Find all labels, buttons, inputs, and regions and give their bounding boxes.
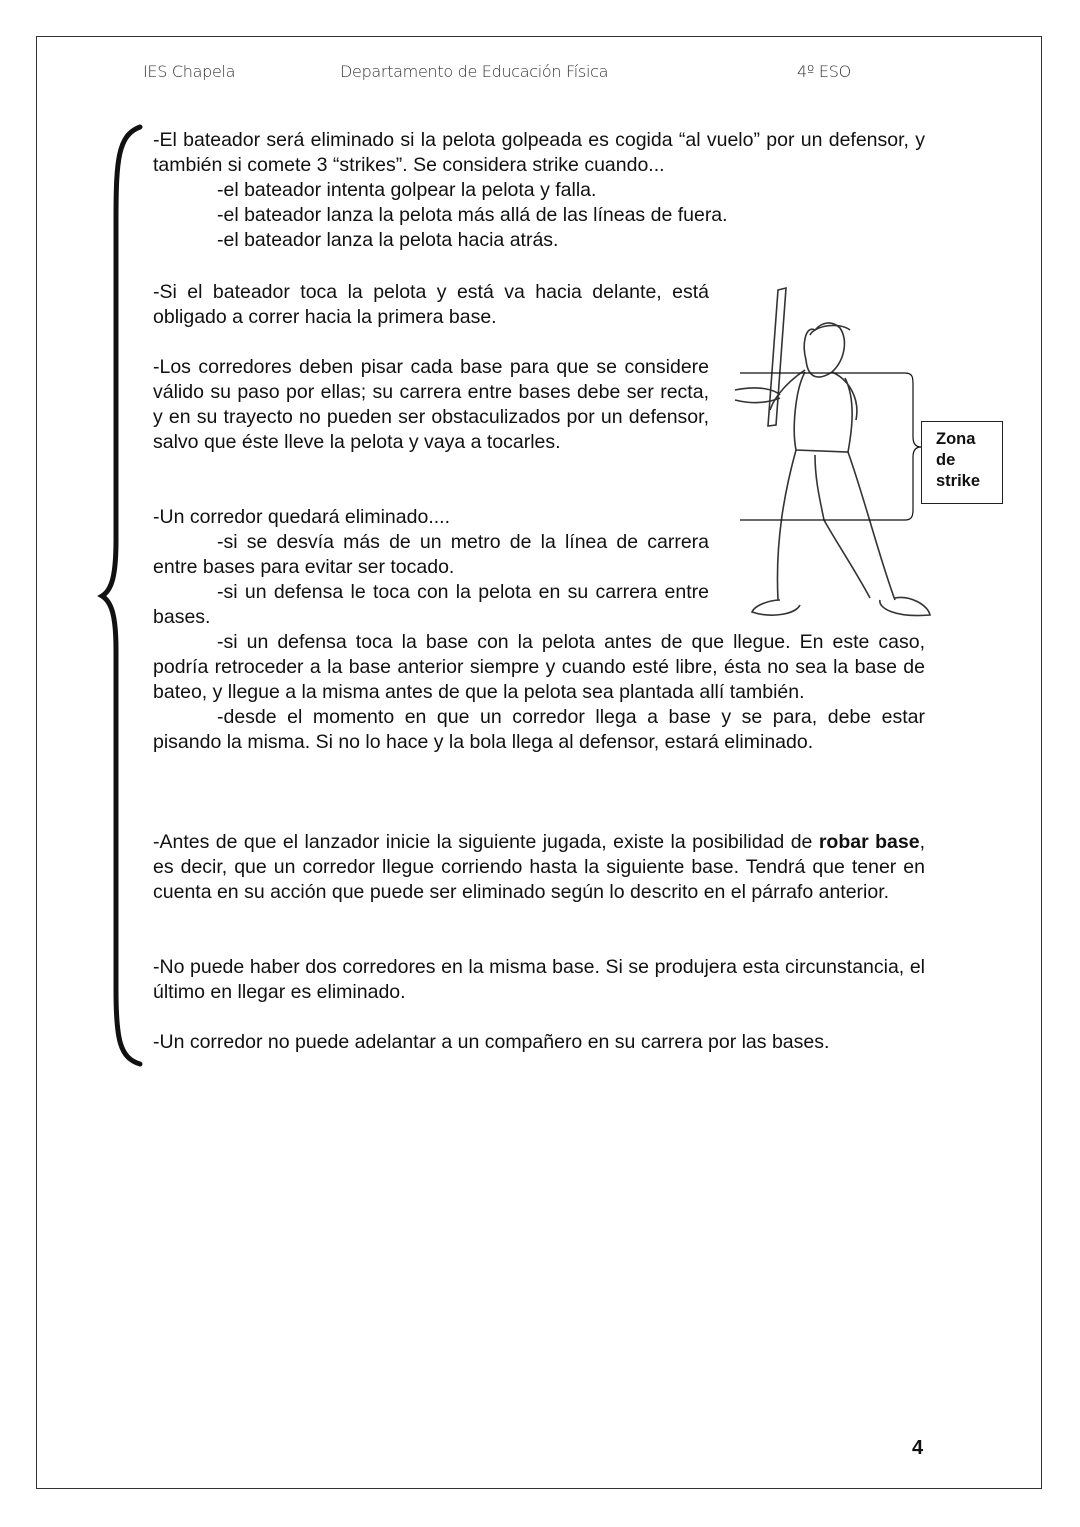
paragraph-no-overtake: -Un corredor no puede adelantar a un compañero en su carrera por las bases. <box>153 1031 830 1053</box>
paragraph-text: -El bateador será eliminado si la pelota golpeada es cogida “al vuelo” por un defensor, y también si comete 3 “strikes”. Se considera strike cuando... <box>153 129 925 176</box>
list-item: -el bateador lanza la pelota hacia atrás. <box>217 229 559 251</box>
paragraph-text: -Un corredor quedará eliminado.... <box>153 506 450 528</box>
list-item: -si se desvía más de un metro de la línea de carrera entre bases para evitar ser tocado. <box>153 531 709 578</box>
list-item: -si un defensa toca la base con la pelota antes de que llegue. En este caso, podría retroceder a la base anterior siempre y cuando esté libre, ésta no sea la base de bateo, y llegue a la misma antes de que la pelota sea plantada allí también. <box>153 631 925 703</box>
list-item: -si un defensa le toca con la pelota en su carrera entre bases. <box>153 581 709 628</box>
header-school: IES Chapela <box>143 62 236 81</box>
left-brace <box>102 127 140 1064</box>
header-department: Departamento de Educación Física <box>340 62 609 81</box>
list-item: -el bateador intenta golpear la pelota y falla. <box>217 179 597 201</box>
text: , es decir, que un corredor llegue corriendo hasta la siguiente base. Tendrá que tener en cuenta en su acción que puede ser eliminado según lo descrito en el párrafo anterior. <box>153 831 925 903</box>
paragraph-runners: -Los corredores deben pisar cada base para que se considere válido su paso por ellas; su carrera entre bases debe ser recta, y en su trayecto no pueden ser obstaculizados por un defensor, salvo que éste lleve la pelota y vaya a tocarles. <box>153 356 709 453</box>
header-course: 4º ESO <box>797 62 851 81</box>
bold-term: robar base <box>818 831 920 853</box>
page-number: 4 <box>912 1437 924 1459</box>
paragraph-runner-out <box>153 505 925 755</box>
text: -Antes de que el lanzador inicie la siguiente jugada, existe la posibilidad de <box>153 831 819 853</box>
label-line: strike <box>936 472 981 490</box>
paragraph-first-base: -Si el bateador toca la pelota y está va hacia delante, está obligado a correr hacia la primera base. <box>153 281 709 328</box>
strike-zone-bracket <box>740 373 921 520</box>
list-item: -el bateador lanza la pelota más allá de las líneas de fuera. <box>217 204 728 226</box>
strike-zone-label <box>921 421 1003 504</box>
paragraph-steal-base <box>153 830 925 905</box>
paragraph-batter-out <box>153 128 925 253</box>
label-line: Zona <box>936 430 976 448</box>
label-line: de <box>936 451 956 469</box>
list-item: -desde el momento en que un corredor llega a base y se para, debe estar pisando la misma. Si no lo hace y la bola llega al defensor, estará eliminado. <box>153 706 925 753</box>
paragraph-same-base: -No puede haber dos corredores en la misma base. Si se produjera esta circunstancia, el último en llegar es eliminado. <box>153 956 925 1003</box>
